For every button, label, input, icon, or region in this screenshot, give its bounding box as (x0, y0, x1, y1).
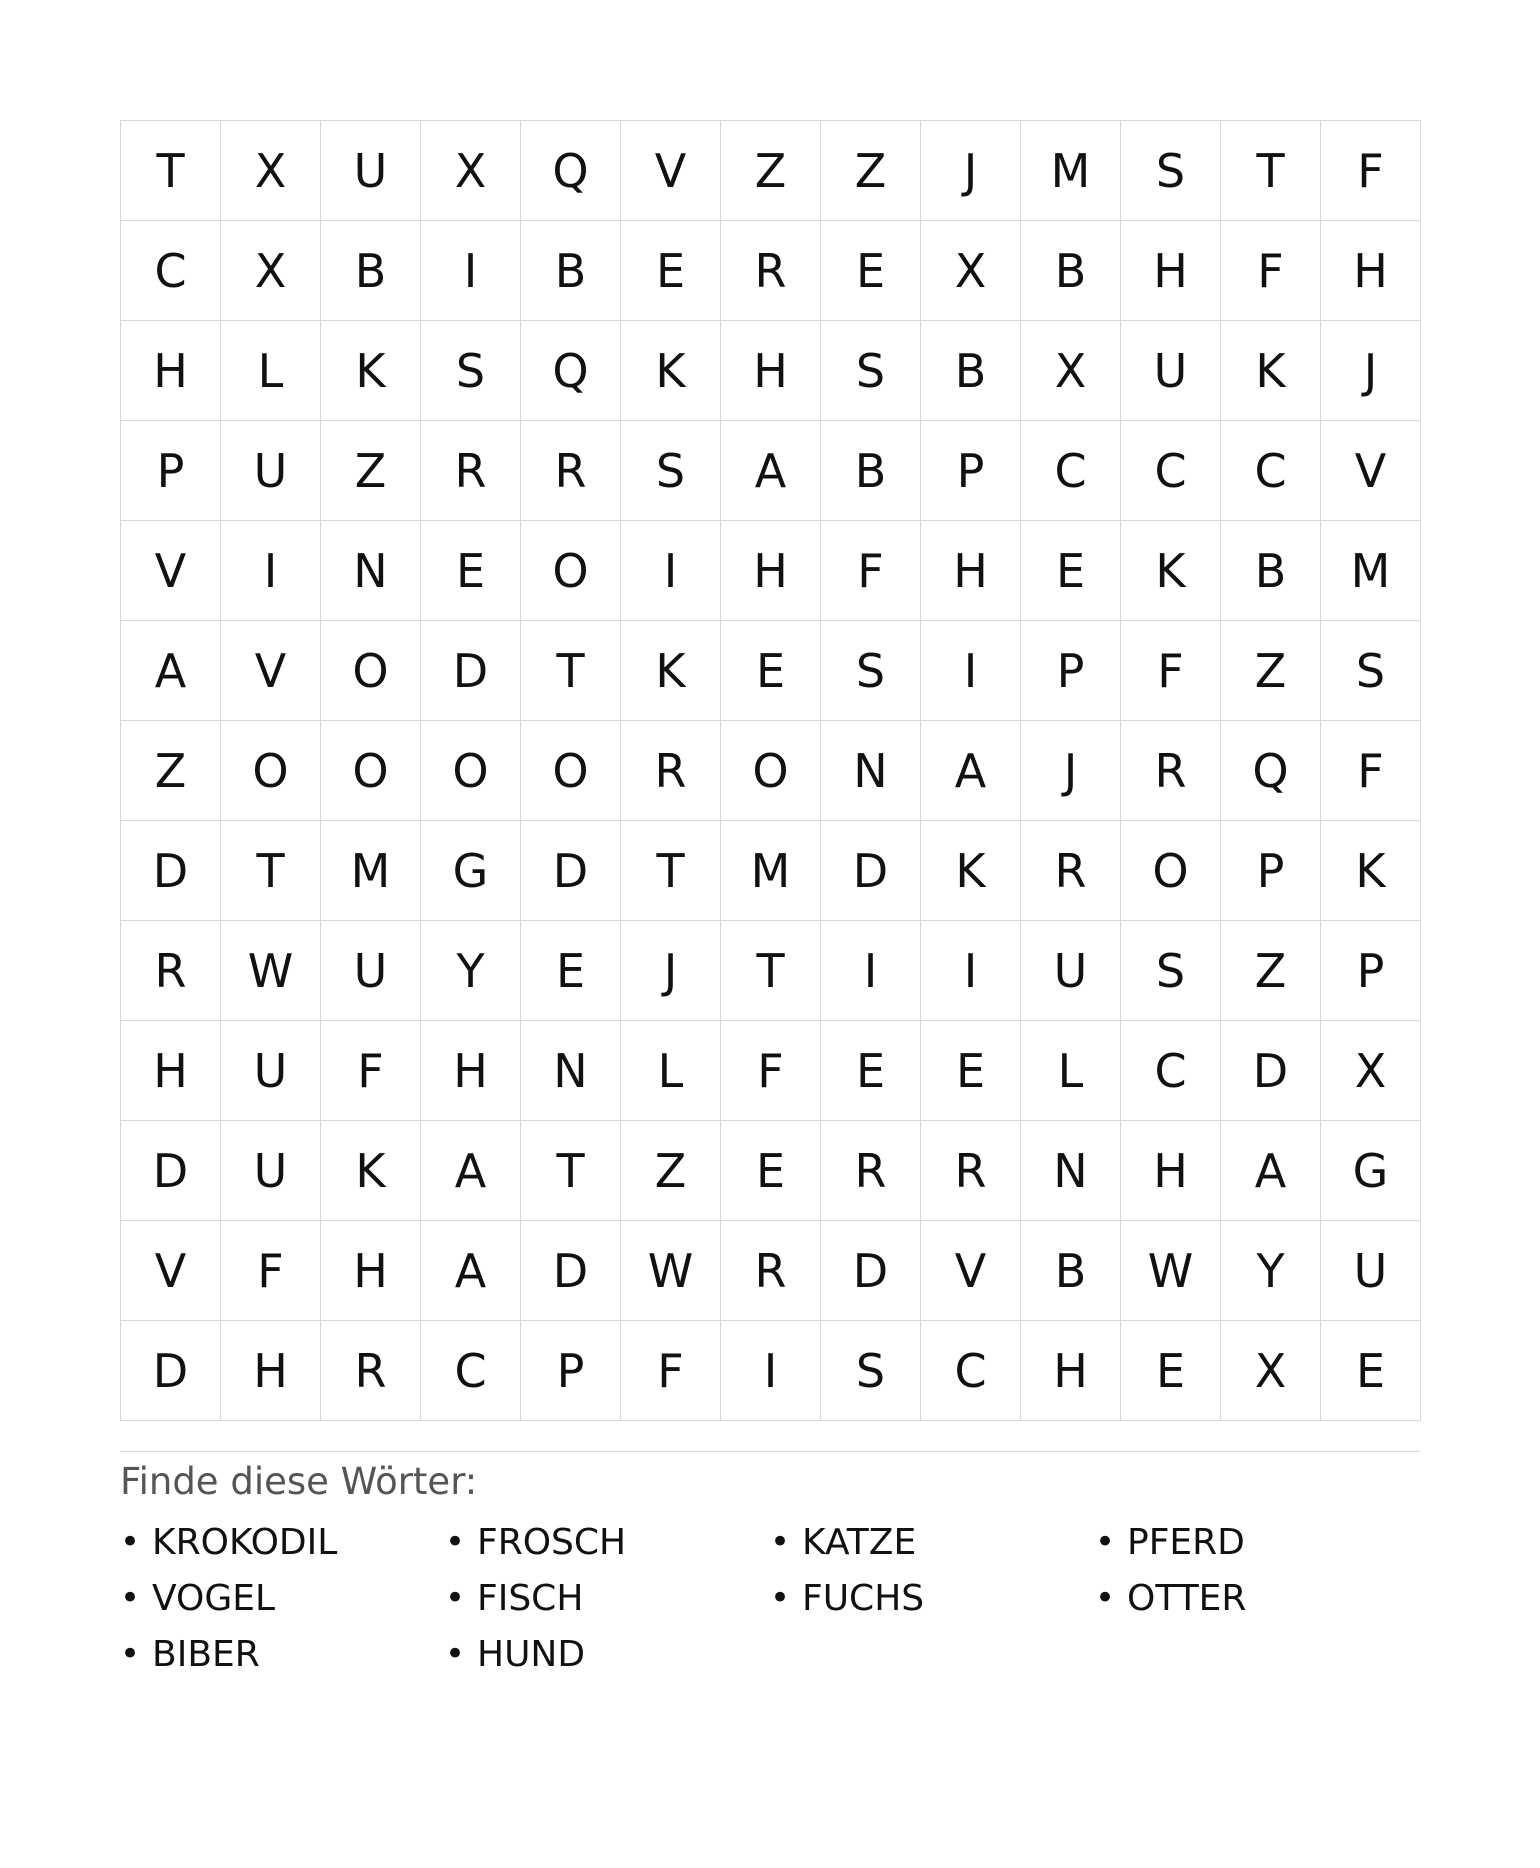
grid-cell[interactable]: K (621, 621, 721, 721)
bullet-icon: • (770, 1522, 791, 1562)
grid-cell[interactable]: T (221, 821, 321, 921)
word-label: KROKODIL (152, 1521, 338, 1563)
grid-cell[interactable]: R (821, 1121, 921, 1221)
bullet-icon: • (120, 1634, 141, 1674)
grid-cell[interactable]: Z (621, 1121, 721, 1221)
grid-cell[interactable]: O (1121, 821, 1221, 921)
grid-cell[interactable]: Q (521, 321, 621, 421)
grid-cell[interactable]: K (621, 321, 721, 421)
grid-cell[interactable]: J (921, 121, 1021, 221)
word-label: PFERD (1127, 1521, 1245, 1563)
grid-cell[interactable]: X (1321, 1021, 1421, 1121)
bullet-icon: • (445, 1522, 466, 1562)
grid-cell[interactable]: H (421, 1021, 521, 1121)
grid-cell[interactable]: R (521, 421, 621, 521)
word-label: FUCHS (802, 1577, 925, 1619)
grid-cell[interactable]: C (921, 1321, 1021, 1421)
grid-cell[interactable]: E (921, 1021, 1021, 1121)
grid-cell[interactable]: T (621, 821, 721, 921)
grid-cell[interactable]: Z (121, 721, 221, 821)
bullet-icon: • (1095, 1522, 1116, 1562)
grid-cell[interactable]: Z (821, 121, 921, 221)
grid-cell[interactable]: I (221, 521, 321, 621)
grid-cell[interactable]: E (1321, 1321, 1421, 1421)
grid-cell[interactable]: F (621, 1321, 721, 1421)
grid-cell[interactable]: T (521, 621, 621, 721)
grid-cell[interactable]: W (221, 921, 321, 1021)
grid-cell[interactable]: X (921, 221, 1021, 321)
grid-cell[interactable]: S (821, 321, 921, 421)
grid-cell[interactable]: U (221, 1021, 321, 1121)
grid-cell[interactable]: C (121, 221, 221, 321)
grid-cell[interactable]: C (421, 1321, 521, 1421)
grid-cell[interactable]: O (221, 721, 321, 821)
grid-cell[interactable]: U (221, 1121, 321, 1221)
grid-cell[interactable]: H (321, 1221, 421, 1321)
grid-cell[interactable]: O (321, 721, 421, 821)
grid-cell[interactable]: E (421, 521, 521, 621)
word-list-item (770, 1514, 1095, 1570)
grid-cell[interactable]: W (621, 1221, 721, 1321)
grid-cell[interactable]: B (921, 321, 1021, 421)
grid-cell[interactable]: K (321, 1121, 421, 1221)
grid-cell[interactable]: C (1021, 421, 1121, 521)
grid-cell[interactable]: N (521, 1021, 621, 1121)
grid-cell[interactable]: K (921, 821, 1021, 921)
grid-cell[interactable]: W (1121, 1221, 1221, 1321)
instruction-text: Finde diese Wörter: (120, 1460, 478, 1503)
word-label: HUND (477, 1633, 586, 1675)
grid-cell[interactable]: B (1021, 1221, 1121, 1321)
grid-cell[interactable]: U (1321, 1221, 1421, 1321)
grid-cell[interactable]: E (621, 221, 721, 321)
grid-cell[interactable]: K (1121, 521, 1221, 621)
grid-cell[interactable]: O (321, 621, 421, 721)
word-label: OTTER (1127, 1577, 1247, 1619)
grid-cell[interactable]: F (1121, 621, 1221, 721)
grid-cell[interactable]: I (421, 221, 521, 321)
grid-cell[interactable]: E (821, 221, 921, 321)
grid-cell[interactable]: O (521, 721, 621, 821)
grid-cell[interactable]: E (721, 621, 821, 721)
grid-cell[interactable]: Z (721, 121, 821, 221)
grid-cell[interactable]: N (321, 521, 421, 621)
bullet-icon: • (120, 1522, 141, 1562)
grid-cell[interactable]: H (1321, 221, 1421, 321)
grid-cell[interactable]: E (821, 1021, 921, 1121)
grid-cell[interactable]: E (721, 1121, 821, 1221)
word-list-item (1095, 1570, 1420, 1626)
word-list-item (770, 1570, 1095, 1626)
grid-cell[interactable]: K (1221, 321, 1321, 421)
grid-cell[interactable]: C (1221, 421, 1321, 521)
grid-cell[interactable]: F (1221, 221, 1321, 321)
grid-cell[interactable]: V (121, 521, 221, 621)
grid-cell[interactable]: Z (321, 421, 421, 521)
grid-cell[interactable]: N (821, 721, 921, 821)
grid-cell[interactable]: M (721, 821, 821, 921)
divider (120, 1451, 1420, 1452)
grid-cell[interactable]: T (1221, 121, 1321, 221)
grid-cell[interactable]: H (1021, 1321, 1121, 1421)
grid-cell[interactable]: A (421, 1221, 521, 1321)
grid-cell[interactable]: M (321, 821, 421, 921)
grid-cell[interactable]: F (221, 1221, 321, 1321)
grid-cell[interactable]: L (221, 321, 321, 421)
word-label: FROSCH (477, 1521, 627, 1563)
grid-cell[interactable]: R (321, 1321, 421, 1421)
grid-cell[interactable]: S (621, 421, 721, 521)
grid-cell[interactable]: S (821, 1321, 921, 1421)
word-list (120, 1514, 1420, 1682)
word-label: KATZE (802, 1521, 917, 1563)
word-list-item (120, 1626, 445, 1682)
grid-cell[interactable]: J (1321, 321, 1421, 421)
grid-cell[interactable]: V (121, 1221, 221, 1321)
bullet-icon: • (1095, 1578, 1116, 1618)
grid-cell[interactable]: R (621, 721, 721, 821)
word-list-item (120, 1514, 445, 1570)
grid-cell[interactable]: H (121, 321, 221, 421)
bullet-icon: • (120, 1578, 141, 1618)
grid-cell[interactable]: R (921, 1121, 1021, 1221)
grid-cell[interactable]: V (221, 621, 321, 721)
grid-cell[interactable]: J (1021, 721, 1121, 821)
grid-cell[interactable]: Q (521, 121, 621, 221)
grid-cell[interactable]: M (1021, 121, 1121, 221)
grid-cell[interactable]: S (421, 321, 521, 421)
grid-cell[interactable]: D (821, 1221, 921, 1321)
grid-cell[interactable]: C (1121, 1021, 1221, 1121)
grid-cell[interactable]: H (721, 521, 821, 621)
grid-cell[interactable]: S (1121, 921, 1221, 1021)
grid-cell[interactable]: P (521, 1321, 621, 1421)
word-list-item (445, 1514, 770, 1570)
grid-cell[interactable]: U (1121, 321, 1221, 421)
grid-cell[interactable]: X (221, 121, 321, 221)
grid-cell[interactable]: F (1321, 121, 1421, 221)
grid-cell[interactable]: G (421, 821, 521, 921)
grid-cell[interactable]: E (521, 921, 621, 1021)
grid-cell[interactable]: H (121, 1021, 221, 1121)
grid-cell[interactable]: D (421, 621, 521, 721)
grid-cell[interactable]: B (1221, 521, 1321, 621)
grid-cell[interactable]: A (121, 621, 221, 721)
grid-cell[interactable]: D (521, 821, 621, 921)
grid-cell[interactable]: H (721, 321, 821, 421)
grid-cell[interactable]: S (1321, 621, 1421, 721)
word-list-item (445, 1626, 770, 1682)
grid-cell[interactable]: E (1021, 521, 1121, 621)
grid-cell[interactable]: V (921, 1221, 1021, 1321)
grid-cell[interactable]: R (721, 1221, 821, 1321)
grid-cell[interactable]: D (121, 1121, 221, 1221)
grid-cell[interactable]: A (1221, 1121, 1321, 1221)
grid-cell[interactable]: H (221, 1321, 321, 1421)
grid-cell[interactable]: T (121, 121, 221, 221)
bullet-icon: • (445, 1578, 466, 1618)
word-list-item (1095, 1514, 1420, 1570)
grid-cell[interactable]: A (421, 1121, 521, 1221)
word-label: FISCH (477, 1577, 584, 1619)
grid-cell[interactable]: I (921, 621, 1021, 721)
grid-cell[interactable]: X (421, 121, 521, 221)
grid-cell[interactable]: N (1021, 1121, 1121, 1221)
grid-cell[interactable]: X (221, 221, 321, 321)
grid-cell[interactable]: R (1021, 821, 1121, 921)
grid-cell[interactable]: F (721, 1021, 821, 1121)
grid-cell[interactable]: B (321, 221, 421, 321)
letter-grid (120, 120, 1421, 1421)
grid-cell[interactable]: P (1321, 921, 1421, 1021)
grid-cell[interactable]: R (721, 221, 821, 321)
grid-cell[interactable]: B (521, 221, 621, 321)
grid-cell[interactable]: P (121, 421, 221, 521)
grid-cell[interactable]: F (321, 1021, 421, 1121)
grid-cell[interactable]: S (821, 621, 921, 721)
grid-cell[interactable]: F (1321, 721, 1421, 821)
grid-cell[interactable]: X (1221, 1321, 1321, 1421)
grid-cell[interactable]: A (921, 721, 1021, 821)
grid-cell[interactable]: E (1121, 1321, 1221, 1421)
grid-cell[interactable]: I (721, 1321, 821, 1421)
bullet-icon: • (770, 1578, 791, 1618)
grid-cell[interactable]: I (921, 921, 1021, 1021)
grid-cell[interactable]: B (1021, 221, 1121, 321)
grid-cell[interactable]: P (1021, 621, 1121, 721)
grid-cell[interactable]: U (221, 421, 321, 521)
grid-cell[interactable]: T (521, 1121, 621, 1221)
grid-cell[interactable]: R (1121, 721, 1221, 821)
grid-cell[interactable]: H (921, 521, 1021, 621)
grid-cell[interactable]: V (1321, 421, 1421, 521)
grid-cell[interactable]: I (821, 921, 921, 1021)
grid-cell[interactable]: K (321, 321, 421, 421)
grid-cell[interactable]: B (821, 421, 921, 521)
grid-cell[interactable]: R (121, 921, 221, 1021)
word-search-puzzle (120, 120, 1420, 1682)
grid-cell[interactable]: D (121, 1321, 221, 1421)
word-label: VOGEL (152, 1577, 276, 1619)
grid-cell[interactable]: M (1321, 521, 1421, 621)
grid-cell[interactable]: C (1121, 421, 1221, 521)
grid-cell[interactable]: K (1321, 821, 1421, 921)
grid-cell[interactable]: P (921, 421, 1021, 521)
grid-cell[interactable]: A (721, 421, 821, 521)
grid-cell[interactable]: T (721, 921, 821, 1021)
grid-cell[interactable]: O (421, 721, 521, 821)
grid-cell[interactable]: D (1221, 1021, 1321, 1121)
grid-cell[interactable]: D (121, 821, 221, 921)
grid-cell[interactable]: U (1021, 921, 1121, 1021)
grid-cell[interactable]: Q (1221, 721, 1321, 821)
grid-cell[interactable]: I (621, 521, 721, 621)
grid-cell[interactable]: L (621, 1021, 721, 1121)
grid-cell[interactable]: G (1321, 1121, 1421, 1221)
grid-cell[interactable]: Y (1221, 1221, 1321, 1321)
grid-cell[interactable]: S (1121, 121, 1221, 221)
grid-cell[interactable]: H (1121, 221, 1221, 321)
grid-cell[interactable]: F (821, 521, 921, 621)
grid-cell[interactable]: Y (421, 921, 521, 1021)
grid-cell[interactable]: Z (1221, 621, 1321, 721)
grid-cell[interactable]: P (1221, 821, 1321, 921)
grid-cell[interactable]: Z (1221, 921, 1321, 1021)
grid-cell[interactable]: R (421, 421, 521, 521)
grid-cell[interactable]: H (1121, 1121, 1221, 1221)
grid-cell[interactable]: V (621, 121, 721, 221)
grid-cell[interactable]: D (821, 821, 921, 921)
grid-cell[interactable]: O (521, 521, 621, 621)
word-list-item (120, 1570, 445, 1626)
grid-cell[interactable]: X (1021, 321, 1121, 421)
word-list-item (445, 1570, 770, 1626)
grid-cell[interactable]: U (321, 921, 421, 1021)
bullet-icon: • (445, 1634, 466, 1674)
grid-cell[interactable]: D (521, 1221, 621, 1321)
grid-cell[interactable]: J (621, 921, 721, 1021)
word-label: BIBER (152, 1633, 260, 1675)
grid-cell[interactable]: L (1021, 1021, 1121, 1121)
grid-cell[interactable]: U (321, 121, 421, 221)
grid-cell[interactable]: O (721, 721, 821, 821)
